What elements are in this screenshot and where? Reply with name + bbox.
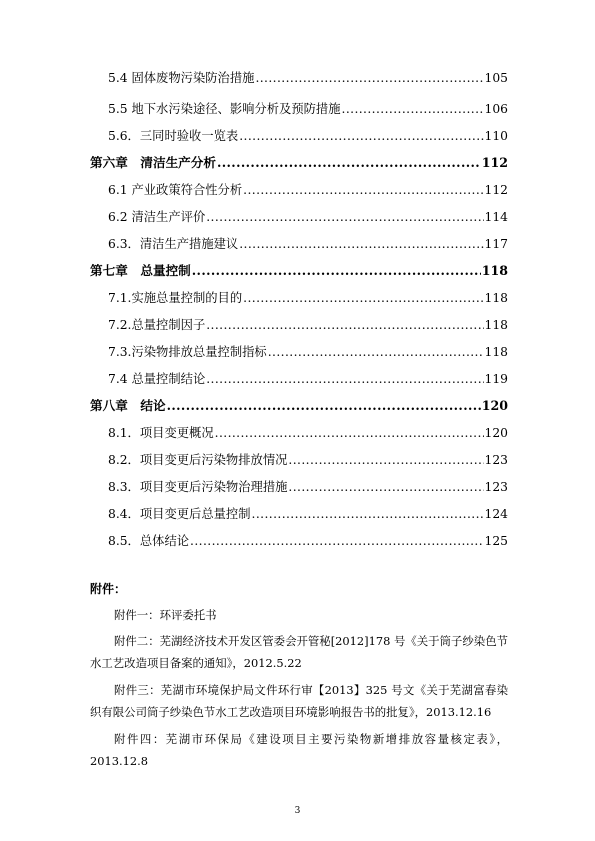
toc-leader bbox=[342, 100, 484, 118]
toc-entry-label: 7.4 总量控制结论 bbox=[108, 372, 206, 386]
toc-chapter-entry[interactable] bbox=[90, 397, 508, 415]
toc-leader bbox=[243, 181, 483, 199]
toc-chapter-entry[interactable] bbox=[90, 154, 508, 172]
toc-entry[interactable] bbox=[108, 532, 508, 550]
toc-entry-label: 5.4 固体废物污染防治措施 bbox=[108, 71, 255, 85]
toc-entry-label: 第七章 总量控制 bbox=[90, 263, 191, 278]
appendix-item: 附件三：芜湖市环境保护局文件环行审【2013】325 号文《关于芜湖富春染织有限公司筒子纱染色节水工艺改造项目环境影响报告书的批复》，2013.12.16 bbox=[90, 683, 508, 719]
toc-entry-label: 第六章 清洁生产分析 bbox=[90, 155, 216, 170]
toc-entry-page: 112 bbox=[481, 155, 508, 170]
toc-leader bbox=[239, 127, 483, 145]
toc-entry-label: 7.2.总量控制因子 bbox=[108, 318, 206, 332]
toc-leader bbox=[206, 370, 483, 388]
toc-entry-page: 105 bbox=[484, 71, 508, 85]
toc-entry-label: 5.5 地下水污染途径、影响分析及预防措施 bbox=[108, 102, 341, 116]
toc-entry-page: 112 bbox=[484, 183, 508, 197]
toc-entry[interactable] bbox=[108, 69, 508, 87]
toc-leader bbox=[239, 235, 483, 253]
toc-leader bbox=[268, 343, 484, 361]
toc-leader bbox=[288, 451, 483, 469]
toc-entry-page: 118 bbox=[484, 318, 508, 332]
toc-entry-page: 123 bbox=[484, 453, 508, 467]
toc-entry[interactable] bbox=[108, 316, 508, 334]
toc-entry-page: 118 bbox=[481, 263, 508, 278]
page-number: 3 bbox=[294, 806, 301, 816]
toc-entry[interactable] bbox=[108, 424, 508, 442]
toc-leader bbox=[167, 397, 481, 415]
toc-entry-page: 120 bbox=[481, 398, 508, 413]
appendix-item: 附件二：芜湖经济技术开发区管委会开管秘[2012]178 号《关于筒子纱染色节水工艺改造项目备案的通知》，2012.5.22 bbox=[90, 634, 508, 670]
appendix-title: 附件： bbox=[90, 582, 127, 596]
toc-entry-label: 8.2．项目变更后污染物排放情况 bbox=[108, 453, 288, 467]
toc-leader bbox=[190, 532, 483, 550]
toc-entry-page: 117 bbox=[484, 237, 508, 251]
toc-entry-label: 8.4．项目变更后总量控制 bbox=[108, 507, 251, 521]
toc-entry[interactable] bbox=[108, 289, 508, 307]
toc-leader bbox=[217, 154, 481, 172]
toc-entry-page: 119 bbox=[484, 372, 508, 386]
toc-entry-label: 8.1．项目变更概况 bbox=[108, 426, 214, 440]
toc-entry[interactable] bbox=[108, 505, 508, 523]
toc-entry-label: 第八章 结论 bbox=[90, 398, 166, 413]
toc-entry-label: 8.3．项目变更后污染物治理措施 bbox=[108, 480, 288, 494]
toc-chapter-entry[interactable] bbox=[90, 262, 508, 280]
appendix-item: 附件四：芜湖市环保局《建设项目主要污染物新增排放容量核定表》，2013.12.8 bbox=[90, 732, 508, 768]
toc-entry-label: 6.1 产业政策符合性分析 bbox=[108, 183, 243, 197]
toc-leader bbox=[288, 478, 483, 496]
toc-entry[interactable] bbox=[108, 181, 508, 199]
toc-entry-page: 123 bbox=[484, 480, 508, 494]
toc-entry[interactable] bbox=[108, 370, 508, 388]
toc-entry-label: 5.6．三同时验收一览表 bbox=[108, 129, 239, 143]
toc-entry-page: 124 bbox=[484, 507, 508, 521]
appendix-item: 附件一：环评委托书 bbox=[114, 608, 217, 622]
toc-leader bbox=[206, 208, 483, 226]
toc-leader bbox=[215, 424, 484, 442]
toc-entry[interactable] bbox=[108, 100, 508, 118]
toc-leader bbox=[243, 289, 483, 307]
toc-entry-page: 118 bbox=[484, 345, 508, 359]
toc-entry-label: 6.2 清洁生产评价 bbox=[108, 210, 206, 224]
toc-leader bbox=[206, 316, 483, 334]
toc-entry[interactable] bbox=[108, 478, 508, 496]
toc-entry-page: 110 bbox=[484, 129, 508, 143]
toc-entry-page: 114 bbox=[484, 210, 508, 224]
toc-entry-page: 120 bbox=[484, 426, 508, 440]
toc-leader bbox=[192, 262, 481, 280]
toc-entry-label: 7.3.污染物排放总量控制指标 bbox=[108, 345, 267, 359]
toc-entry[interactable] bbox=[108, 343, 508, 361]
toc-entry-label: 6.3．清洁生产措施建议 bbox=[108, 237, 239, 251]
toc-entry[interactable] bbox=[108, 235, 508, 253]
toc-entry-page: 125 bbox=[484, 534, 508, 548]
toc-leader bbox=[252, 505, 484, 523]
toc-entry[interactable] bbox=[108, 208, 508, 226]
toc-leader bbox=[255, 69, 483, 87]
toc-entry-label: 7.1.实施总量控制的目的 bbox=[108, 291, 243, 305]
toc-entry-label: 8.5．总体结论 bbox=[108, 534, 190, 548]
toc-entry[interactable] bbox=[108, 127, 508, 145]
toc-entry-page: 106 bbox=[484, 102, 508, 116]
toc-entry-page: 118 bbox=[484, 291, 508, 305]
toc-entry[interactable] bbox=[108, 451, 508, 469]
